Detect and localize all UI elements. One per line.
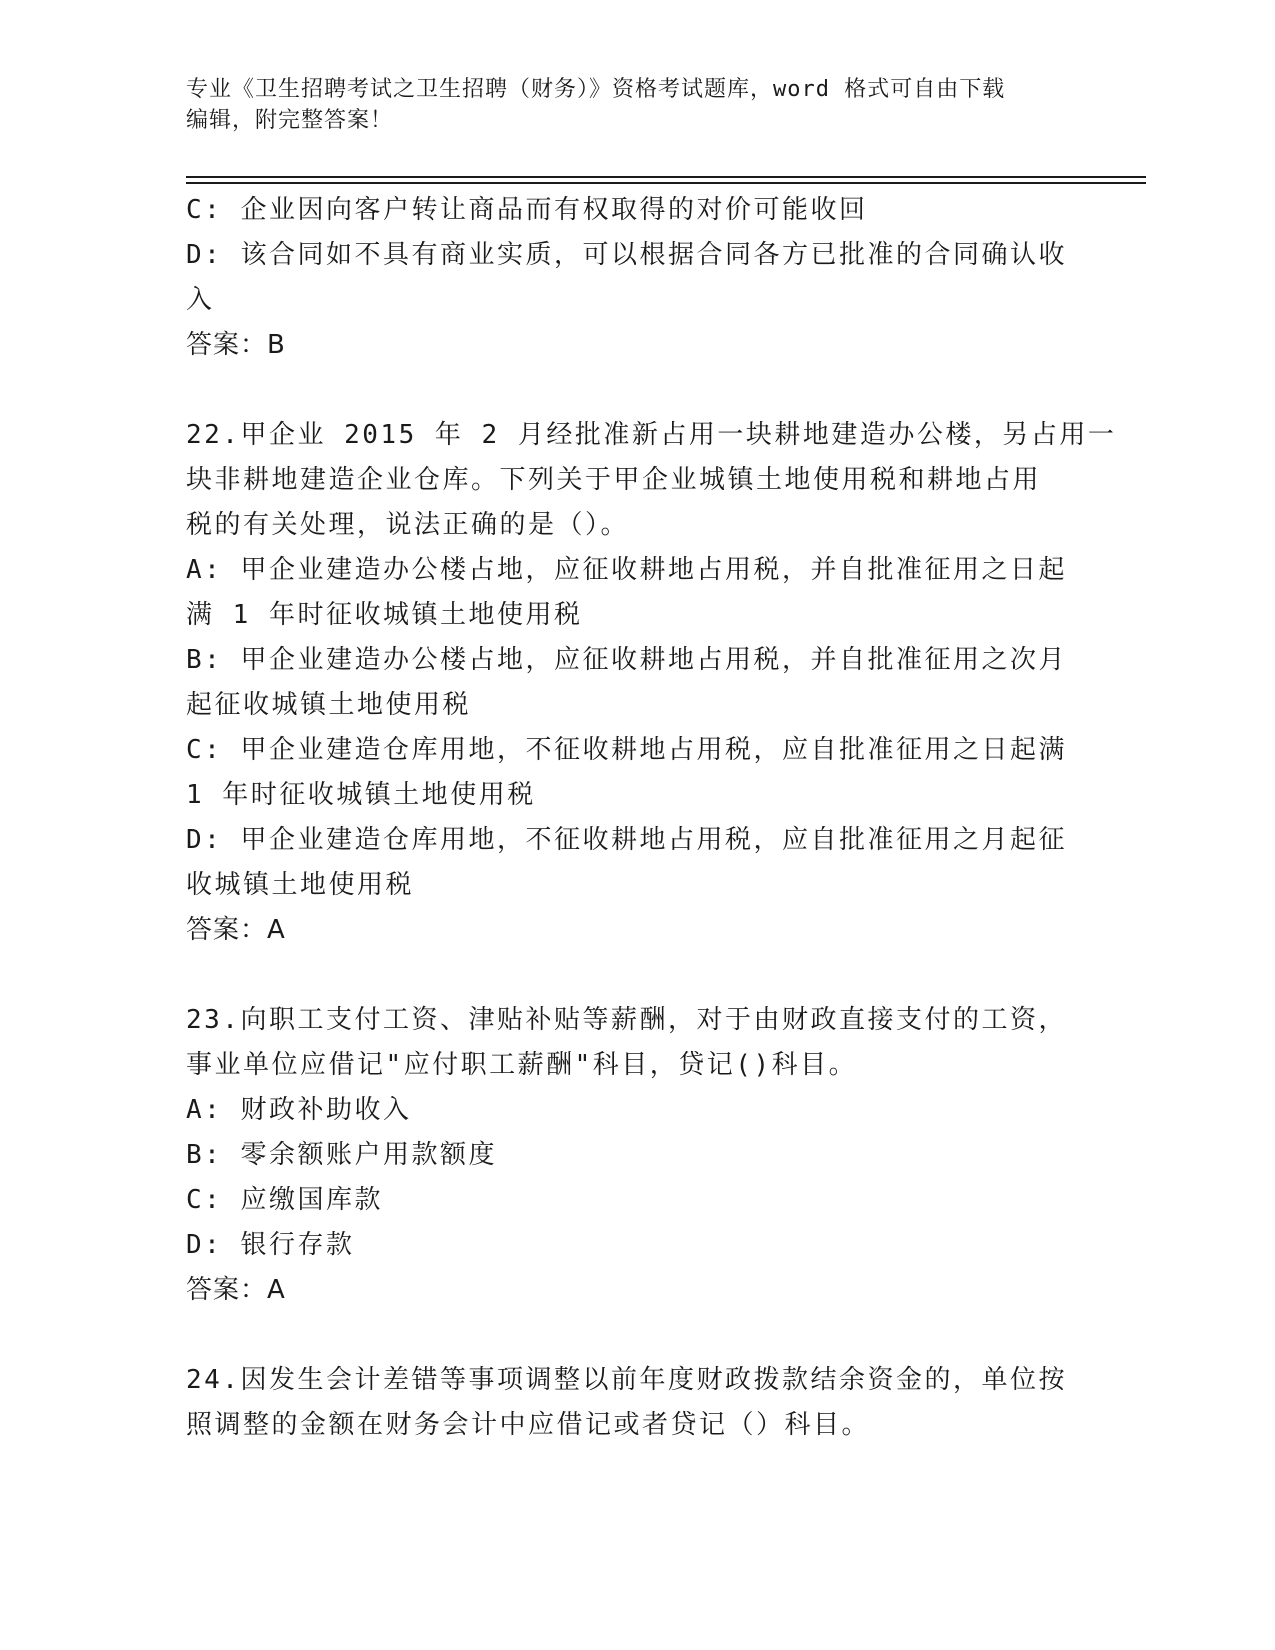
- question-stem-line-1: 22.甲企业 2015 年 2 月经批准新占用一块耕地建造办公楼，另占用一: [186, 420, 1117, 450]
- spacer: [186, 368, 1086, 413]
- question-stem-line-2: 照调整的金额在财务会计中应借记或者贷记（）科目。: [186, 1410, 871, 1440]
- option-d-line-2: 入: [186, 285, 215, 315]
- question-stem-line-2: 块非耕地建造企业仓库。下列关于甲企业城镇土地使用税和耕地占用: [186, 465, 1042, 495]
- option-d-line-2: 收城镇土地使用税: [186, 870, 415, 900]
- header-line-2: 编辑，附完整答案！: [186, 108, 394, 133]
- header-rule-top: [186, 176, 1146, 178]
- option-d-line-1: D: 甲企业建造仓库用地，不征收耕地占用税，应自批准征用之月起征: [186, 825, 1067, 855]
- question-24: [186, 1358, 1086, 1448]
- option-d-line-1: D: 该合同如不具有商业实质，可以根据合同各方已批准的合同确认收: [186, 240, 1067, 270]
- option-a: A: 财政补助收入: [186, 1095, 412, 1125]
- option-d: D: 银行存款: [186, 1230, 355, 1260]
- question-prev: [186, 188, 1086, 368]
- answer: 答案：A: [186, 915, 286, 945]
- option-c: C: 应缴国库款: [186, 1185, 383, 1215]
- spacer: [186, 953, 1086, 998]
- answer: 答案：A: [186, 1275, 286, 1305]
- document-body: [186, 188, 1117, 1448]
- document-header: [186, 74, 1086, 136]
- option-b: B: 零余额账户用款额度: [186, 1140, 497, 1170]
- option-c: C: 企业因向客户转让商品而有权取得的对价可能收回: [186, 195, 868, 225]
- option-b-line-1: B: 甲企业建造办公楼占地，应征收耕地占用税，并自批准征用之次月: [186, 645, 1067, 675]
- answer: 答案：B: [186, 330, 286, 360]
- question-stem-line-1: 24.因发生会计差错等事项调整以前年度财政拨款结余资金的，单位按: [186, 1365, 1067, 1395]
- option-a-line-2: 满 1 年时征收城镇土地使用税: [186, 600, 583, 630]
- header-line-1: 专业《卫生招聘考试之卫生招聘（财务）》资格考试题库，word 格式可自由下载: [186, 77, 1006, 102]
- question-stem-line-1: 23.向职工支付工资、津贴补贴等薪酬，对于由财政直接支付的工资，: [186, 1005, 1067, 1035]
- header-rule-bottom: [186, 182, 1146, 184]
- spacer: [186, 1313, 1086, 1358]
- question-22: [186, 413, 1117, 953]
- option-a-line-1: A: 甲企业建造办公楼占地，应征收耕地占用税，并自批准征用之日起: [186, 555, 1067, 585]
- option-c-line-1: C: 甲企业建造仓库用地，不征收耕地占用税，应自批准征用之日起满: [186, 735, 1067, 765]
- question-23: [186, 998, 1086, 1313]
- question-stem-line-2: 事业单位应借记"应付职工薪酬"科目，贷记()科目。: [186, 1050, 858, 1080]
- option-b-line-2: 起征收城镇土地使用税: [186, 690, 472, 720]
- option-c-line-2: 1 年时征收城镇土地使用税: [186, 780, 536, 810]
- question-stem-line-3: 税的有关处理，说法正确的是（）。: [186, 510, 630, 540]
